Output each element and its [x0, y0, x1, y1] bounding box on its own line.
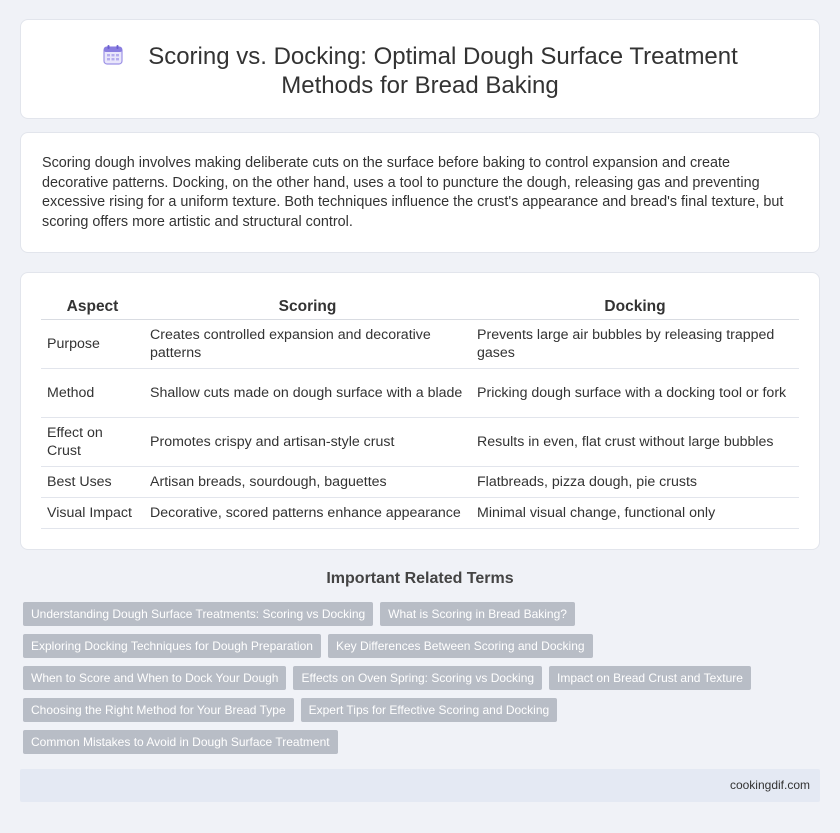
tag-row	[23, 730, 813, 754]
table-cell-scoring: Promotes crispy and artisan-style crust	[144, 417, 471, 466]
related-term-tag[interactable]: Effects on Oven Spring: Scoring vs Docking	[293, 666, 542, 690]
table-row	[41, 417, 799, 466]
table-cell-scoring: Creates controlled expansion and decorative patterns	[144, 319, 471, 368]
related-term-tag[interactable]: When to Score and When to Dock Your Dough	[23, 666, 286, 690]
intro-card	[20, 132, 820, 253]
table-cell-aspect: Best Uses	[41, 466, 144, 497]
title-wrap	[21, 42, 819, 100]
intro-paragraph: Scoring dough involves making deliberate cuts on the surface before baking to control expansion and create decorative patterns. Docking, on the other hand, uses a tool to puncture the dough, releasing gas and preventing excessive rising for a uniform texture. Both techniques influence the crust's appearance and bread's final texture, but scoring offers more artistic and structural control.	[42, 155, 784, 230]
table-cell-docking: Pricking dough surface with a docking tool or fork	[471, 368, 799, 417]
related-term-tag[interactable]: Common Mistakes to Avoid in Dough Surface Treatment	[23, 730, 338, 754]
column-header-aspect: Aspect	[41, 295, 144, 319]
related-term-tag[interactable]: Choosing the Right Method for Your Bread Type	[23, 698, 294, 722]
header-card	[20, 19, 820, 119]
table-cell-docking: Results in even, flat crust without large bubbles	[471, 417, 799, 466]
tag-row	[23, 698, 813, 722]
column-header-docking: Docking	[471, 295, 799, 319]
page-title-text: Scoring vs. Docking: Optimal Dough Surface Treatment Methods for Bread Baking	[148, 43, 738, 99]
tag-row	[23, 602, 813, 626]
table-cell-aspect: Visual Impact	[41, 497, 144, 528]
footer	[20, 769, 820, 802]
table-row	[41, 368, 799, 417]
related-term-tag[interactable]: Understanding Dough Surface Treatments: Scoring vs Docking	[23, 602, 373, 626]
table-cell-scoring: Shallow cuts made on dough surface with a blade	[144, 368, 471, 417]
table-cell-scoring: Decorative, scored patterns enhance appearance	[144, 497, 471, 528]
calendar-icon	[102, 44, 124, 66]
table-cell-aspect: Effect on Crust	[41, 417, 144, 466]
tag-row	[23, 634, 813, 658]
table-header-row	[41, 295, 799, 319]
table-cell-docking: Prevents large air bubbles by releasing trapped gases	[471, 319, 799, 368]
related-term-tag[interactable]: Key Differences Between Scoring and Docking	[328, 634, 593, 658]
table-row	[41, 497, 799, 528]
page-title	[70, 42, 770, 100]
related-terms-heading: Important Related Terms	[326, 570, 514, 587]
comparison-table-card	[20, 272, 820, 550]
related-term-tag[interactable]: Exploring Docking Techniques for Dough Preparation	[23, 634, 321, 658]
table-row	[41, 466, 799, 497]
related-terms-list	[23, 602, 813, 762]
footer-site-link[interactable]: cookingdif.com	[729, 778, 810, 792]
table-cell-aspect: Purpose	[41, 319, 144, 368]
comparison-table	[41, 295, 799, 529]
table-row	[41, 319, 799, 368]
table-cell-aspect: Method	[41, 368, 144, 417]
related-term-tag[interactable]: Expert Tips for Effective Scoring and Docking	[301, 698, 558, 722]
related-term-tag[interactable]: What is Scoring in Bread Baking?	[380, 602, 575, 626]
tag-row	[23, 666, 813, 690]
related-term-tag[interactable]: Impact on Bread Crust and Texture	[549, 666, 751, 690]
table-cell-docking: Flatbreads, pizza dough, pie crusts	[471, 466, 799, 497]
column-header-scoring: Scoring	[144, 295, 471, 319]
table-cell-docking: Minimal visual change, functional only	[471, 497, 799, 528]
table-cell-scoring: Artisan breads, sourdough, baguettes	[144, 466, 471, 497]
